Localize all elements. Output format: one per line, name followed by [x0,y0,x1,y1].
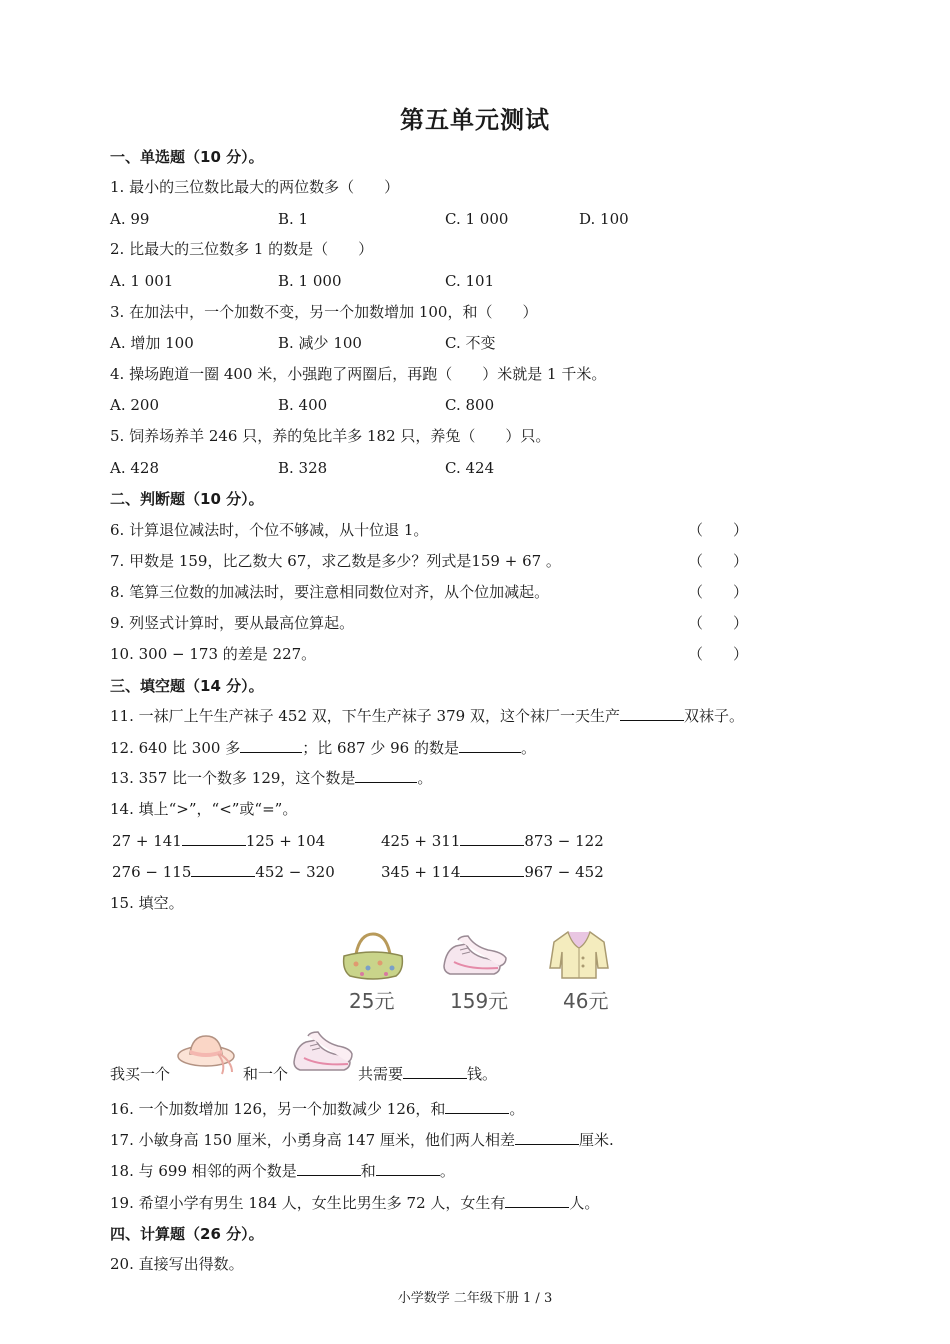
sneakers-icon [440,932,510,982]
q3-option-c: C. 不变 [445,334,496,352]
page-footer: 小学数学 二年级下册 1 / 3 [397,1291,553,1306]
q12-blank-2[interactable] [459,738,521,753]
q10-answer-paren[interactable]: （ ） [688,645,749,663]
question-7: 7. 甲数是 159，比乙数大 67，求乙数是多少？列式是159 + 67 。 [110,552,561,570]
q11-text: 11. 一袜厂上午生产袜子 452 双，下午生产袜子 379 双，这个袜厂一天生产 [110,707,620,725]
expr-2-left: 425 + 311 [381,832,461,850]
q13-end: 。 [417,769,433,787]
question-16 [110,1099,524,1119]
q17-end: 厘米. [578,1131,614,1149]
q11-blank[interactable] [620,706,684,721]
q2-option-b: B. 1 000 [278,272,342,290]
q18-text: 18. 与 699 相邻的两个数是 [110,1162,297,1180]
price-handbag: 25元 [349,989,395,1013]
q5-option-c: C. 424 [445,459,495,477]
q13-blank[interactable] [355,768,417,783]
question-15: 15. 填空。 [110,894,184,912]
q12-middle: ；比 687 少 96 的数是 [302,739,459,757]
q3-option-b: B. 减少 100 [278,334,362,352]
q16-text: 16. 一个加数增加 126，另一个加数减少 126，和 [110,1100,446,1118]
q18-mid: 和 [360,1162,376,1180]
section-heading-fill-blank: 三、填空题（14 分）。 [110,677,264,695]
compare-row-2-left [112,862,335,882]
expr-3-left: 276 − 115 [112,863,192,881]
question-11 [110,706,744,726]
q8-answer-paren[interactable]: （ ） [688,583,749,601]
question-1: 1. 最小的三位数比最大的两位数多（ ） [110,178,400,196]
question-6: 6. 计算退位减法时，个位不够减，从十位退 1。 [110,521,429,539]
question-2: 2. 比最大的三位数多 1 的数是（ ） [110,240,374,258]
expr-4-left: 345 + 114 [381,863,461,881]
compare-blank-3[interactable] [191,862,255,877]
section-heading-single-choice: 一、单选题（10 分）。 [110,148,264,166]
question-19 [110,1193,599,1213]
question-20: 20. 直接写出得数。 [110,1255,244,1273]
q1-option-d: D. 100 [579,210,629,228]
q18-blank-2[interactable] [376,1161,440,1176]
q17-text: 17. 小敏身高 150 厘米，小勇身高 147 厘米，他们两人相差 [110,1131,515,1149]
buy-line-end [358,1064,497,1084]
compare-row-2-right [381,862,604,882]
question-8: 8. 笔算三位数的加减法时，要注意相同数位对齐，从个位加减起。 [110,583,550,601]
q11-suffix: 双袜子。 [683,707,744,725]
expr-4-right: 967 − 452 [524,863,604,881]
q3-option-a: A. 增加 100 [110,334,194,352]
q5-option-a: A. 428 [110,459,159,477]
compare-row-1-right [381,831,604,851]
price-jacket: 46元 [563,989,609,1013]
buy-text-1: 我买一个 [110,1065,171,1083]
q1-option-c: C. 1 000 [445,210,509,228]
sun-hat-icon [176,1028,238,1078]
buy-total-blank[interactable] [403,1064,467,1079]
q19-end: 人。 [569,1194,600,1212]
expr-2-right: 873 − 122 [524,832,604,850]
q6-answer-paren[interactable]: （ ） [688,521,749,539]
q4-option-b: B. 400 [278,396,328,414]
question-9: 9. 列竖式计算时，要从最高位算起。 [110,614,355,632]
q2-option-a: A. 1 001 [110,272,174,290]
question-17 [110,1130,614,1150]
compare-blank-4[interactable] [460,862,524,877]
q1-option-b: B. 1 [278,210,309,228]
q18-blank-1[interactable] [297,1161,361,1176]
q7-answer-paren[interactable]: （ ） [688,552,749,570]
q1-option-a: A. 99 [110,210,150,228]
jacket-icon [548,928,610,982]
question-14: 14. 填上“>”，“<”或“=”。 [110,800,298,818]
compare-blank-1[interactable] [182,831,246,846]
question-4: 4. 操场跑道一圈 400 米，小强跑了两圈后，再跑（ ）米就是 1 千米。 [110,365,607,383]
q5-option-b: B. 328 [278,459,328,477]
handbag-icon [338,930,408,982]
q4-option-a: A. 200 [110,396,159,414]
section-heading-calculation: 四、计算题（26 分）。 [110,1225,264,1243]
question-18 [110,1161,455,1181]
expr-1-left: 27 + 141 [112,832,182,850]
q12-end: 。 [521,739,537,757]
buy-text-4: 钱。 [467,1065,498,1083]
price-sneakers: 159元 [450,989,509,1013]
compare-row-1-left [112,831,325,851]
q17-blank[interactable] [515,1130,579,1145]
expr-1-right: 125 + 104 [245,832,326,850]
page-title: 第五单元测试 [400,106,550,134]
question-10: 10. 300 − 173 的差是 227。 [110,645,317,663]
q18-end: 。 [439,1162,455,1180]
q16-blank[interactable] [445,1099,509,1114]
compare-blank-2[interactable] [460,831,524,846]
section-heading-true-false: 二、判断题（10 分）。 [110,490,264,508]
buy-text-3: 共需要 [358,1065,404,1083]
buy-text-2: 和一个 [243,1065,289,1083]
q13-text: 13. 357 比一个数多 129，这个数是 [110,769,356,787]
expr-3-right: 452 − 320 [255,863,335,881]
q4-option-c: C. 800 [445,396,495,414]
q9-answer-paren[interactable]: （ ） [688,614,749,632]
question-12 [110,738,536,758]
q16-end: 。 [509,1100,525,1118]
question-5: 5. 饲养场养羊 246 只，养的兔比羊多 182 只，养兔（ ）只。 [110,427,551,445]
question-13 [110,768,432,788]
q2-option-c: C. 101 [445,272,495,290]
question-3: 3. 在加法中，一个加数不变，另一个加数增加 100，和（ ） [110,303,538,321]
q12-blank-1[interactable] [240,738,302,753]
sneakers-small-icon [290,1026,356,1078]
q19-blank[interactable] [505,1193,569,1208]
q19-text: 19. 希望小学有男生 184 人，女生比男生多 72 人，女生有 [110,1194,506,1212]
q12-text: 12. 640 比 300 多 [110,739,241,757]
